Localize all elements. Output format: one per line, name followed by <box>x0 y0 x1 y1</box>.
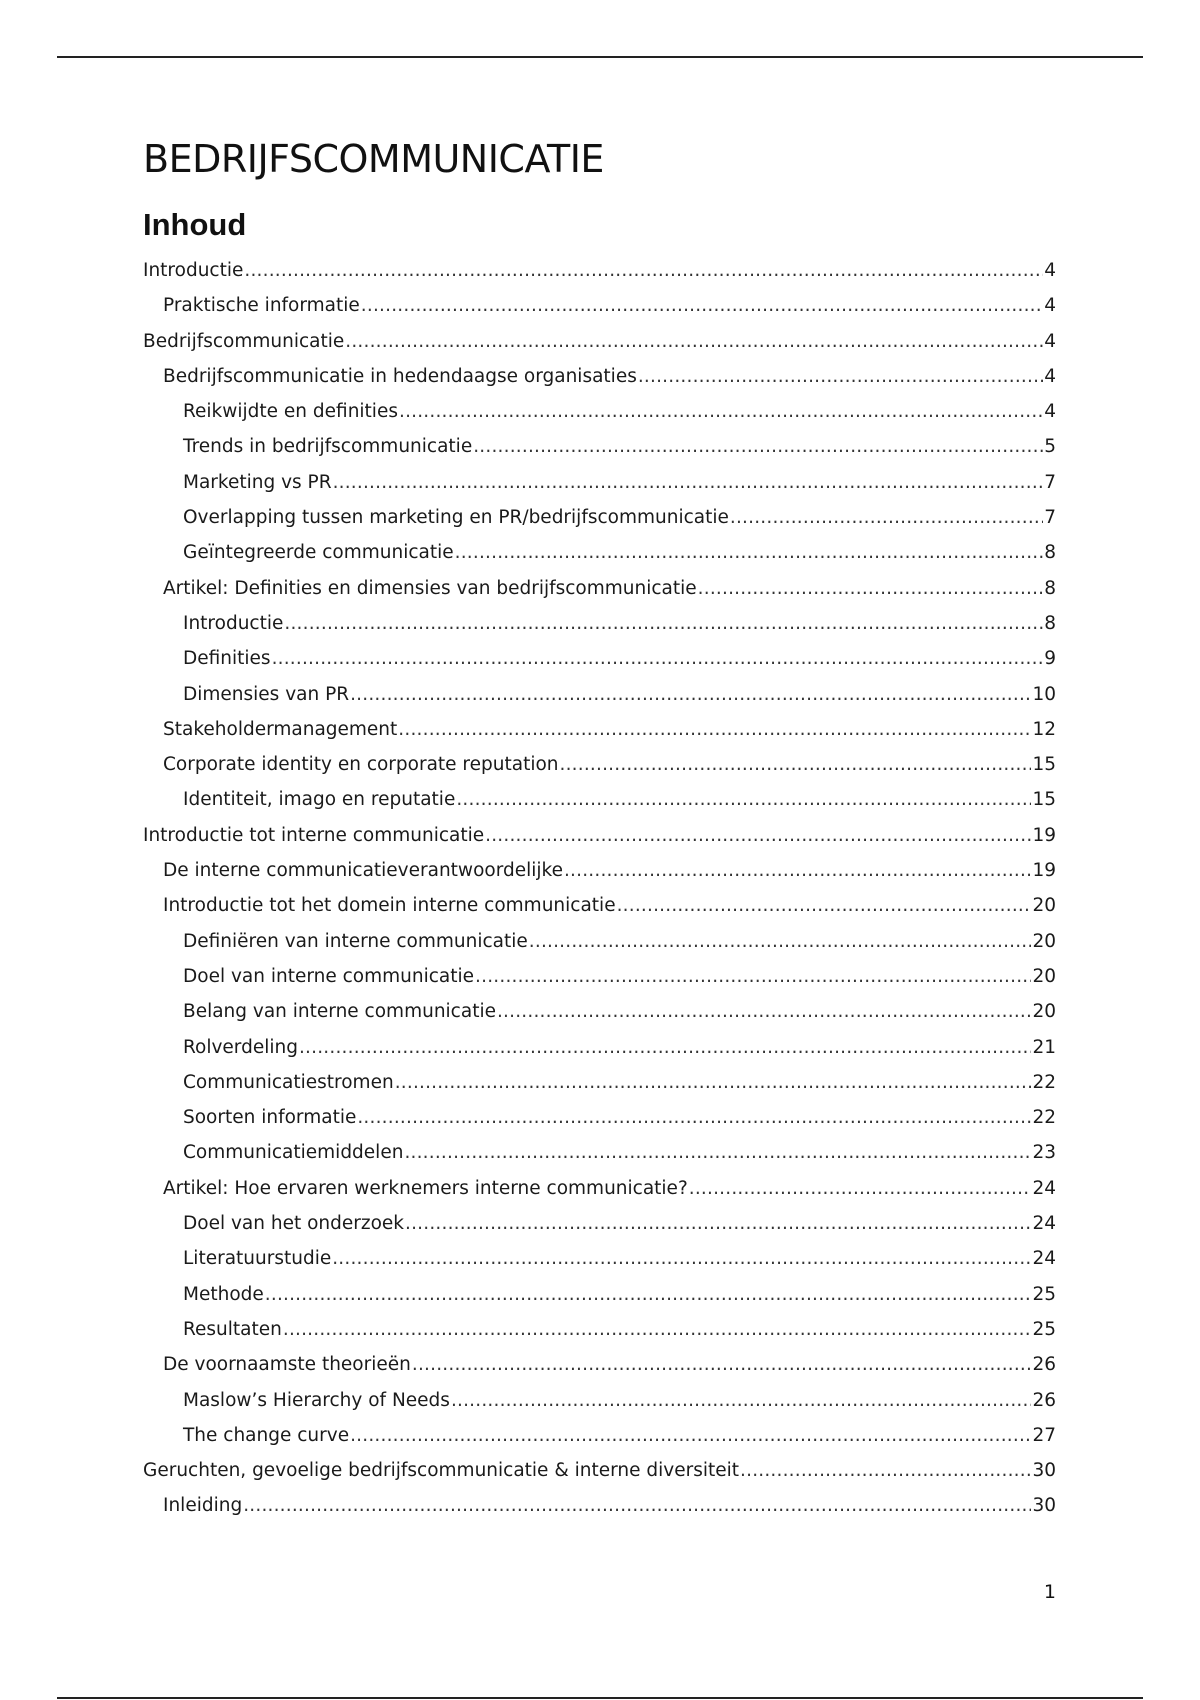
toc-entry-page: 8 <box>1044 612 1056 634</box>
toc-entry-title: Definities <box>183 648 271 670</box>
toc-dot-leader <box>332 1241 1031 1276</box>
toc-entry[interactable] <box>143 1383 1056 1418</box>
toc-entry-page: 24 <box>1032 1177 1056 1199</box>
toc-entry[interactable] <box>143 924 1056 959</box>
toc-dot-leader <box>333 465 1044 500</box>
toc-entry-page: 23 <box>1032 1142 1056 1164</box>
toc-entry-page: 4 <box>1044 365 1056 387</box>
toc-entry[interactable] <box>143 782 1056 817</box>
toc-dot-leader <box>399 394 1043 429</box>
document-title: BEDRIJFSCOMMUNICATIE <box>143 137 604 181</box>
toc-entry-title: Identiteit, imago en reputatie <box>183 789 456 811</box>
toc-entry[interactable] <box>143 712 1056 747</box>
toc-entry-title: Introductie tot interne communicatie <box>143 824 485 846</box>
toc-entry-page: 15 <box>1032 754 1056 776</box>
toc-entry-title: Geïntegreerde communicatie <box>183 542 454 564</box>
toc-dot-leader <box>529 924 1032 959</box>
toc-entry[interactable] <box>143 677 1056 712</box>
toc-dot-leader <box>740 1453 1031 1488</box>
toc-entry-title: Doel van het onderzoek <box>183 1213 404 1235</box>
toc-entry[interactable] <box>143 1100 1056 1135</box>
toc-dot-leader <box>404 1135 1031 1170</box>
toc-dot-leader <box>564 853 1031 888</box>
toc-entry-title: Bedrijfscommunicatie <box>143 330 345 352</box>
toc-entry[interactable] <box>143 747 1056 782</box>
toc-entry-page: 8 <box>1044 577 1056 599</box>
toc-entry-page: 7 <box>1044 471 1056 493</box>
toc-dot-leader <box>617 888 1032 923</box>
toc-entry-page: 9 <box>1044 648 1056 670</box>
toc-entry-page: 25 <box>1032 1283 1056 1305</box>
toc-entry[interactable] <box>143 1312 1056 1347</box>
toc-entry[interactable] <box>143 853 1056 888</box>
toc-entry[interactable] <box>143 959 1056 994</box>
toc-dot-leader <box>698 571 1044 606</box>
toc-entry[interactable] <box>143 465 1056 500</box>
toc-entry-title: Introductie <box>183 612 284 634</box>
toc-entry-title: Reikwijdte en definities <box>183 401 398 423</box>
toc-entry-page: 19 <box>1032 860 1056 882</box>
toc-entry-page: 8 <box>1044 542 1056 564</box>
toc-entry[interactable] <box>143 1241 1056 1276</box>
toc-entry[interactable] <box>143 1171 1056 1206</box>
toc-dot-leader <box>265 1277 1032 1312</box>
toc-heading: Inhoud <box>143 207 247 242</box>
toc-entry[interactable] <box>143 1206 1056 1241</box>
toc-dot-leader <box>350 677 1031 712</box>
toc-entry-title: Marketing vs PR <box>183 471 332 493</box>
toc-entry-title: Inleiding <box>163 1495 243 1517</box>
toc-entry-page: 30 <box>1032 1460 1056 1482</box>
toc-dot-leader <box>398 712 1031 747</box>
toc-dot-leader <box>395 1065 1032 1100</box>
toc-entry-title: The change curve <box>183 1424 350 1446</box>
toc-dot-leader <box>451 1383 1032 1418</box>
toc-dot-leader <box>243 1488 1031 1523</box>
toc-dot-leader <box>284 606 1043 641</box>
toc-entry-title: Definiëren van interne communicatie <box>183 930 528 952</box>
toc-entry-page: 12 <box>1032 718 1056 740</box>
header-rule <box>57 56 1143 58</box>
toc-dot-leader <box>357 1100 1031 1135</box>
toc-dot-leader <box>405 1206 1031 1241</box>
toc-dot-leader <box>560 747 1032 782</box>
toc-entry-page: 4 <box>1044 401 1056 423</box>
toc-entry-page: 26 <box>1032 1354 1056 1376</box>
toc-dot-leader <box>272 641 1044 676</box>
toc-entry-title: Praktische informatie <box>163 295 360 317</box>
toc-entry-title: Literatuurstudie <box>183 1248 332 1270</box>
toc-entry[interactable] <box>143 1347 1056 1382</box>
toc-dot-leader <box>485 818 1031 853</box>
toc-entry-title: Trends in bedrijfscommunicatie <box>183 436 473 458</box>
toc-entry[interactable] <box>143 1065 1056 1100</box>
toc-entry-page: 22 <box>1032 1107 1056 1129</box>
toc-entry-title: Corporate identity en corporate reputation <box>163 754 559 776</box>
toc-dot-leader <box>497 994 1031 1029</box>
toc-entry[interactable] <box>143 818 1056 853</box>
toc-entry[interactable] <box>143 1488 1056 1523</box>
toc-dot-leader <box>638 359 1043 394</box>
toc-entry-title: Maslow’s Hierarchy of Needs <box>183 1389 450 1411</box>
toc-entry[interactable] <box>143 1453 1056 1488</box>
toc-entry[interactable] <box>143 500 1056 535</box>
toc-entry-page: 5 <box>1044 436 1056 458</box>
toc-entry-page: 26 <box>1032 1389 1056 1411</box>
toc-entry[interactable] <box>143 606 1056 641</box>
toc-entry-page: 7 <box>1044 507 1056 529</box>
toc-entry-page: 15 <box>1032 789 1056 811</box>
toc-entry-title: De voornaamste theorieën <box>163 1354 411 1376</box>
toc-entry-title: Introductie <box>143 260 244 281</box>
toc-entry-title: Stakeholdermanagement <box>163 718 398 740</box>
toc-dot-leader <box>412 1347 1032 1382</box>
toc-entry[interactable] <box>143 535 1056 570</box>
toc-entry[interactable] <box>143 1418 1056 1453</box>
toc-dot-leader <box>456 782 1031 817</box>
toc-dot-leader <box>455 535 1044 570</box>
toc-dot-leader <box>350 1418 1031 1453</box>
toc-entry[interactable] <box>143 1030 1056 1065</box>
toc-dot-leader <box>299 1030 1031 1065</box>
toc-entry-title: Artikel: Definities en dimensies van bedrijfscommunicatie <box>163 577 697 599</box>
toc-entry-title: Belang van interne communicatie <box>183 1001 496 1023</box>
toc-entry-page: 4 <box>1044 295 1056 317</box>
toc-entry-page: 24 <box>1032 1213 1056 1235</box>
toc-entry-title: De interne communicatieverantwoordelijke <box>163 860 563 882</box>
toc-entry[interactable] <box>143 359 1056 394</box>
toc-dot-leader <box>345 324 1043 359</box>
toc-entry[interactable] <box>143 994 1056 1029</box>
toc-entry-title: Methode <box>183 1283 264 1305</box>
toc-entry-title: Resultaten <box>183 1318 282 1340</box>
toc-entry-page: 4 <box>1044 260 1056 281</box>
toc-entry-page: 25 <box>1032 1318 1056 1340</box>
toc-entry[interactable] <box>143 1277 1056 1312</box>
toc-entry-page: 20 <box>1032 930 1056 952</box>
toc-entry-page: 27 <box>1032 1424 1056 1446</box>
toc-entry-title: Dimensies van PR <box>183 683 350 705</box>
toc-entry-page: 19 <box>1032 824 1056 846</box>
toc-dot-leader <box>475 959 1031 994</box>
toc-entry[interactable] <box>143 288 1056 323</box>
table-of-contents <box>143 253 1056 1524</box>
toc-dot-leader <box>730 500 1043 535</box>
page-number: 1 <box>1043 1581 1056 1603</box>
toc-entry[interactable] <box>143 253 1056 288</box>
toc-entry-page: 20 <box>1032 1001 1056 1023</box>
toc-entry-page: 22 <box>1032 1071 1056 1093</box>
toc-entry[interactable] <box>143 888 1056 923</box>
toc-entry-page: 24 <box>1032 1248 1056 1270</box>
toc-entry-title: Doel van interne communicatie <box>183 965 475 987</box>
toc-entry-page: 20 <box>1032 895 1056 917</box>
toc-entry-page: 4 <box>1044 330 1056 352</box>
toc-entry[interactable] <box>143 641 1056 676</box>
toc-entry-page: 20 <box>1032 965 1056 987</box>
toc-entry-title: Soorten informatie <box>183 1107 357 1129</box>
toc-dot-leader <box>244 253 1043 288</box>
toc-entry-title: Geruchten, gevoelige bedrijfscommunicatie & interne diversiteit <box>143 1460 740 1482</box>
toc-entry[interactable] <box>143 571 1056 606</box>
toc-entry[interactable] <box>143 394 1056 429</box>
toc-entry-title: Artikel: Hoe ervaren werknemers interne communicatie? <box>163 1177 688 1199</box>
toc-dot-leader <box>361 288 1043 323</box>
toc-entry-title: Communicatiestromen <box>183 1071 394 1093</box>
toc-dot-leader <box>689 1171 1032 1206</box>
toc-entry-title: Communicatiemiddelen <box>183 1142 404 1164</box>
toc-entry-page: 30 <box>1032 1495 1056 1517</box>
toc-entry-page: 21 <box>1032 1036 1056 1058</box>
toc-entry-title: Bedrijfscommunicatie in hedendaagse organisaties <box>163 365 637 387</box>
footer-rule <box>57 1697 1143 1699</box>
toc-dot-leader <box>473 429 1043 464</box>
toc-entry-title: Rolverdeling <box>183 1036 298 1058</box>
toc-entry-title: Overlapping tussen marketing en PR/bedrijfscommunicatie <box>183 507 729 529</box>
toc-entry[interactable] <box>143 429 1056 464</box>
toc-entry-title: Introductie tot het domein interne communicatie <box>163 895 616 917</box>
toc-entry[interactable] <box>143 1135 1056 1170</box>
toc-dot-leader <box>283 1312 1032 1347</box>
toc-entry-page: 10 <box>1032 683 1056 705</box>
toc-entry[interactable] <box>143 324 1056 359</box>
